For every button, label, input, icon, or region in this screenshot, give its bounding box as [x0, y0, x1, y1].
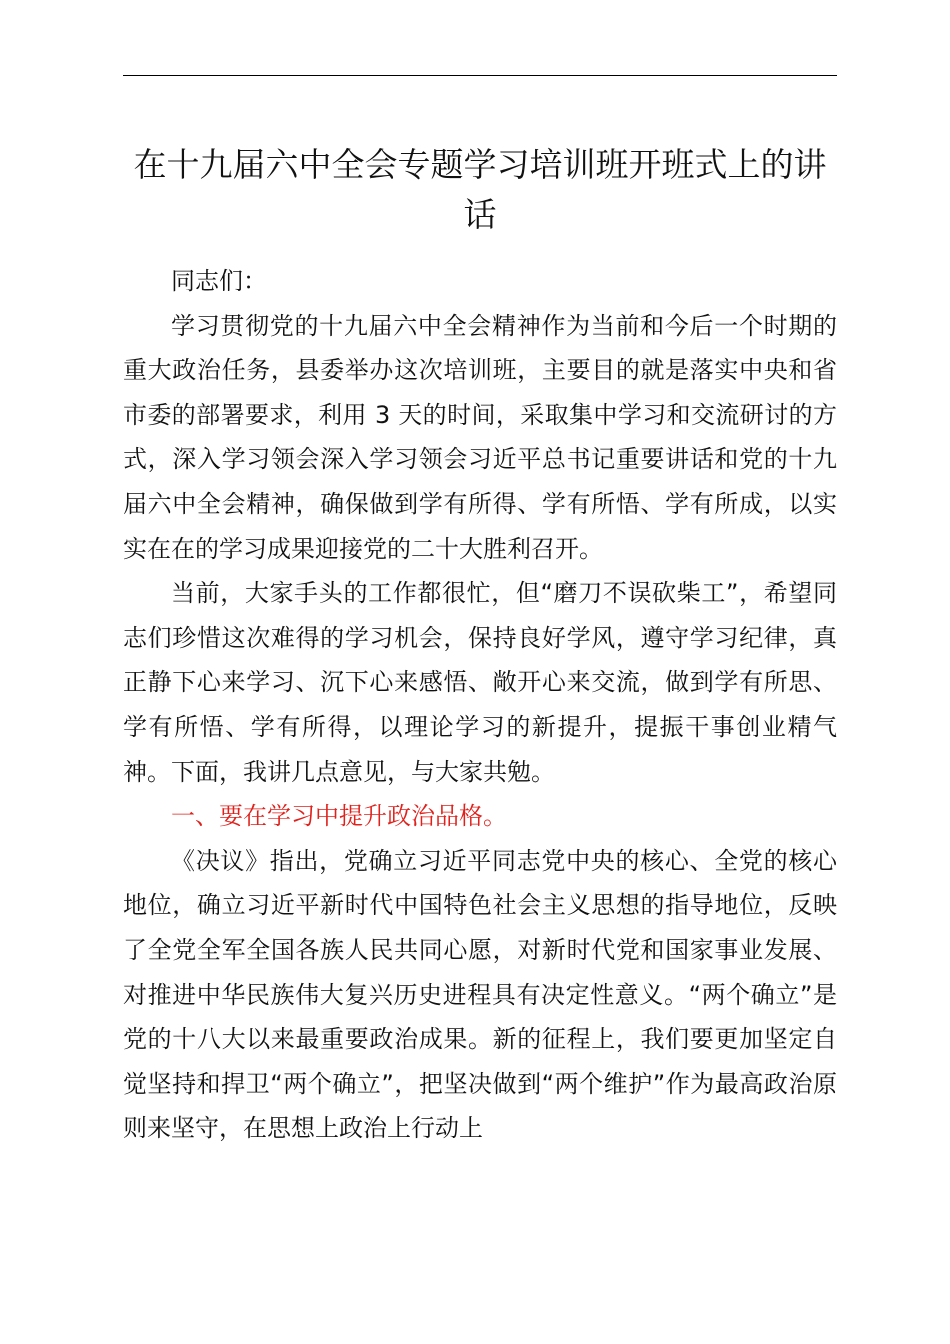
document-body	[123, 259, 837, 1151]
salutation: 同志们：	[171, 267, 267, 295]
body-paragraph: 学习贯彻党的十九届六中全会精神作为当前和今后一个时期的重大政治任务，县委举办这次培训班，主要目的就是落实中央和省市委的部署要求，利用 3 天的时间，采取集中学习和交流研讨的方式，深入学习领会深入学习领会习近平总书记重要讲话和党的十九届六中全会精神，确保做到学有所得、学有所悟、学有所成，以实实在在的学习成果迎接党的二十大胜利召开。	[123, 311, 837, 563]
document-title: 在十九届六中全会专题学习培训班开班式上的讲话	[133, 145, 827, 234]
section-heading: 一、要在学习中提升政治品格。	[171, 802, 507, 831]
body-paragraph: 当前，大家手头的工作都很忙，但“磨刀不误砍柴工”，希望同志们珍惜这次难得的学习机会，保持良好学风，遵守学习纪律，真正静下心来学习、沉下心来感悟、敞开心来交流，做到学有所思、学有所悟、学有所得，以理论学习的新提升，提振干事创业精气神。下面，我讲几点意见，与大家共勉。	[123, 579, 837, 786]
body-paragraph: 《决议》指出，党确立习近平同志党中央的核心、全党的核心地位，确立习近平新时代中国特色社会主义思想的指导地位，反映了全党全军全国各族人民共同心愿，对新时代党和国家事业发展、对推进中华民族伟大复兴历史进程具有决定性意义。“两个确立”是党的十八大以来最重要政治成果。新的征程上，我们要更加坚定自觉坚持和捍卫“两个确立”，把坚决做到“两个维护”作为最高政治原则来坚守，在思想上政治上行动上	[123, 846, 837, 1143]
header-rule	[123, 75, 837, 76]
